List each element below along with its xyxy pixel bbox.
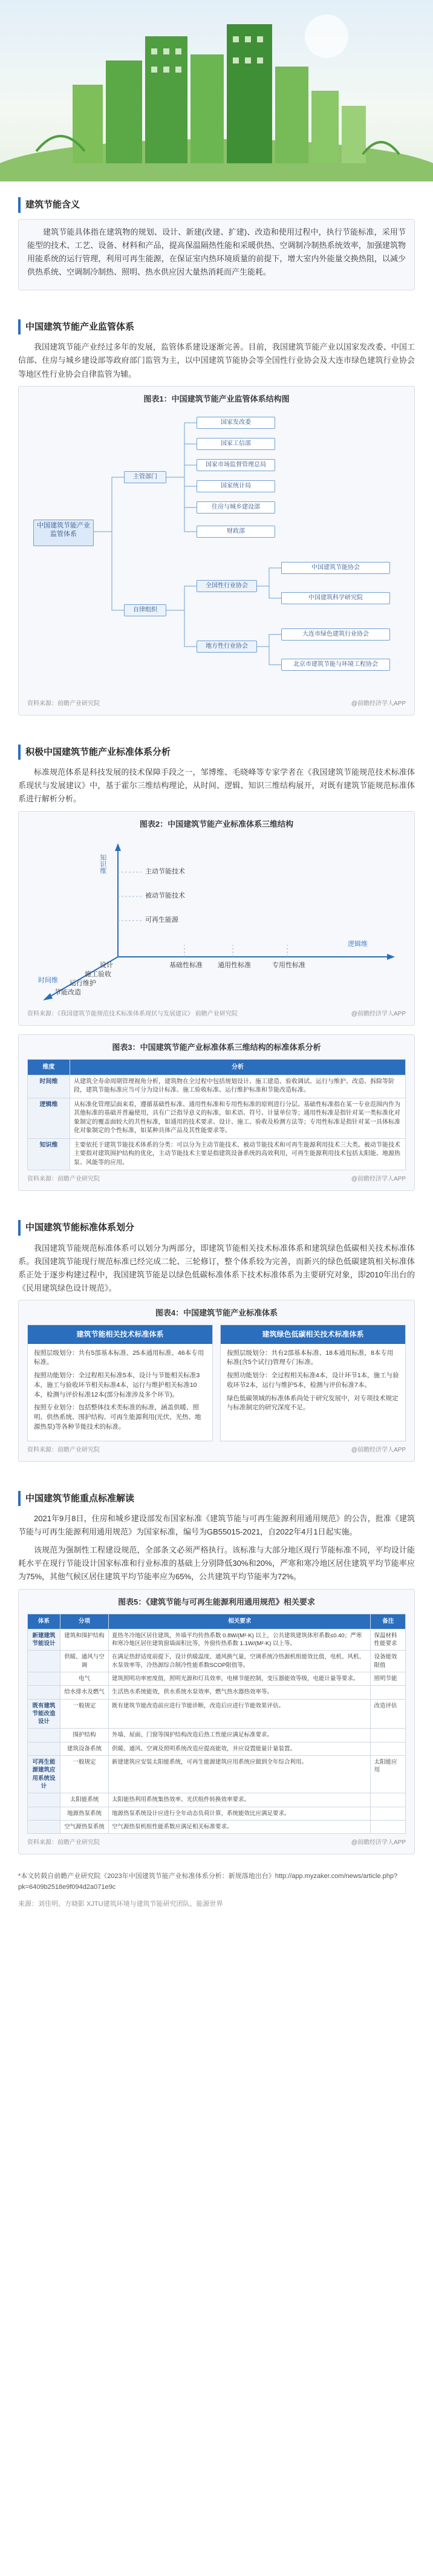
figure-4 [18, 1300, 415, 1461]
tree-root: 中国建筑节能产业监管体系 [33, 520, 94, 546]
figure-source: 资料来源：《我国建筑节能规范技术标准体系现状与发展建议》 前瞻产业研究院 [27, 1010, 238, 1017]
column-header: 建筑绿色低碳相关技术标准体系 [221, 1325, 405, 1343]
requirements-table [27, 1614, 406, 1834]
figure-1 [18, 386, 415, 716]
row-subitem: 一般规定 [60, 1699, 109, 1729]
figure-brand: @前瞻经济学人APP [351, 700, 406, 707]
list-item: 按照层级划分：共有5部基本标准、25本通用标准、46本专用标准。 [34, 1349, 204, 1366]
row-requirement: 供暖、通风、空调及照明系统改造应提高能效，并应设置能量计量装置。 [109, 1742, 371, 1755]
row-note [371, 1729, 406, 1742]
section-title: 建筑节能含义 [18, 197, 415, 213]
section-system-division [0, 1204, 433, 1475]
tree-national-item: 中国建筑节能协会 [281, 562, 390, 574]
row-note: 改造评估 [371, 1699, 406, 1729]
row-analysis: 从建筑全寿命周期管理视角分析，建筑物在全过程中包括规划设计、施工建造、验收调试、运行与维护、改造、拆除等阶段，建筑节能标准应当可分为设计标准、施工验收标准、运行维护标准和节能改造标准。 [70, 1075, 406, 1098]
reprint-note: *本文转载自前瞻产业研究院《2023年中国建筑节能产业标准体系分析：新规落地出台》http://app.myzaker.com/news/article.php?pk=6409b2518e9f094d2a071e9c [18, 1873, 398, 1891]
row-subitem: 供暖、通风与空调 [60, 1651, 109, 1672]
list-item: 绿色低碳领域的标准体系尚处于研究发展中，对专项技术规定与标准制定的研究深度不足。 [227, 1394, 399, 1412]
row-subitem: 太阳能系统 [60, 1793, 109, 1807]
row-system: 既有建筑节能改造设计 [28, 1699, 60, 1729]
tree-local-item: 大连市绿色建筑行业协会 [281, 628, 390, 641]
table-row [28, 1729, 406, 1742]
knowledge-item: 被动节能技术 [145, 892, 185, 899]
table-row [28, 1686, 406, 1699]
knowledge-item: 主动节能技术 [145, 867, 185, 875]
green-buildings-illustration [0, 0, 433, 181]
tree-gov-item: 国家发改委 [197, 417, 275, 429]
figure-source: 资料来源：前瞻产业研究院 [27, 700, 100, 707]
row-note: 保温材料性能要求 [371, 1629, 406, 1651]
row-requirement: 建筑照明功率密度值，照明光源和灯具效率，电梯节能控制，变压器能效等级，电能计量等要求。 [109, 1672, 371, 1685]
figure-footer [27, 699, 406, 709]
header-system: 体系 [28, 1614, 60, 1629]
header-requirement: 相关要求 [109, 1614, 371, 1629]
row-system [28, 1793, 60, 1807]
table-row [28, 1699, 406, 1729]
header-subitem: 分项 [60, 1614, 109, 1629]
tree-local-assoc: 地方性行业协会 [197, 641, 257, 653]
list-item: 按照功能划分：全过程相关标准5本，设计与节能相关标准3本，施工与验收环节相关标准4本，运行与维护相关标准10本，检测与评价标准12本(部分标准涉及多个环节)。 [34, 1372, 200, 1398]
table-row [28, 1756, 406, 1793]
row-system [28, 1807, 60, 1820]
definition-paragraph: 建筑节能具体指在建筑物的规划、设计、新建(改建、扩建)、改造和使用过程中，执行节能标准，采用节能型的技术、工艺、设备、材料和产品，提高保温隔热性能和采暖供热、空调制冷制热系统效率，加强建筑物用能系统的运行管理，利用可再生能源，在保证室内热环境质量的前提下，增大室内外能量交换热阻，以减少供热系统、空调制冷制热、照明、热水供应因大量热消耗而产生能耗。 [27, 227, 406, 276]
row-requirement: 太阳能热利用系统集热效率、光伏组件转换效率要求。 [109, 1793, 371, 1807]
figure-title: 图表5：《建筑节能与可再生能源利用通用规范》相关要求 [118, 1597, 315, 1606]
row-analysis: 主要依托于建筑节能技术体系的分类：可以分为主动节能技术、被动节能技术和可再生能源利用技术三大类。被动节能技术主要指对建筑围护结构的优化，主动节能技术主要是指建筑设备系统的高效利用，可再生能源利用技术包括太阳能、地源热泵、风能等的应用。 [70, 1138, 406, 1170]
article-source: 来源：刘佳明、方晓影 XJTU建筑环境与建筑节能研究团队、能源世界 [18, 1900, 223, 1908]
row-system [28, 1729, 60, 1742]
row-analysis: 从标准化管理层面来看，遵循基础性标准、通用性标准和专用性标准的原则进行分层。基础性标准指在某一专业范围内作为其他标准的基础并普遍使用，具有广泛指导意义的标准，如术语、符号、计量单位等；通用性标准是指针对某一类标准化对象制定的覆盖面较大的共性标准，如通用的技术要求、设计、施工、验收及检测方法等；专用性标准是指针对某一具体标准化对象制定的个性标准，如某种具体产品及其性能要求等。 [70, 1098, 406, 1138]
section-key-standard [0, 1475, 433, 1868]
tree-national-item: 中国建筑科学研究院 [281, 592, 390, 604]
row-subitem: 地源热泵系统 [60, 1807, 109, 1820]
row-dimension: 时间维 [28, 1075, 70, 1098]
row-subitem: 建筑和围护结构 [60, 1629, 109, 1651]
row-system [28, 1742, 60, 1755]
division-paragraph: 我国建筑节能规范标准体系可以划分为两部分，即建筑节能相关技术标准体系和建筑绿色低碳相关技术标准体系。我国建筑节能现行规范标准已经完成二轮、三轮修订，整个体系较为完善，而新兴的绿色低碳建筑相关标准体系正处于逐步构建过程中，我国建筑节能是以绿色低碳标准体系下技术标准体系为主要研究对象，即2010年出台的《民用建筑绿色设计规范》。 [18, 1243, 415, 1293]
row-system [28, 1651, 60, 1672]
figure-title: 图表1：中国建筑节能产业监管体系结构图 [143, 394, 290, 403]
figure-title: 图表2：中国建筑节能产业标准体系三维结构 [139, 819, 294, 829]
section-title: 中国建筑节能标准体系划分 [18, 1220, 415, 1236]
table-row [28, 1098, 406, 1138]
table-row [28, 1651, 406, 1672]
figure-source: 资料来源：前瞻产业研究院 [27, 1839, 100, 1847]
row-subitem: 空气源热泵系统 [60, 1820, 109, 1833]
logic-axis-label: 逻辑维 [348, 940, 368, 948]
tree-gov-item: 国家工信部 [197, 438, 275, 450]
tree-gov-item: 住房与城乡建设部 [197, 501, 275, 514]
row-note [371, 1742, 406, 1755]
knowledge-item: 可再生能源 [145, 916, 178, 924]
requirements-body [28, 1629, 406, 1833]
figure-title: 图表3：中国建筑节能产业标准体系三维结构的标准体系分析 [112, 1042, 321, 1052]
table-row [28, 1138, 406, 1170]
figure-source: 资料来源：前瞻产业研究院 [27, 1176, 100, 1183]
row-requirement: 既有建筑节能改造前应进行节能诊断，改造后应进行节能效果评估。 [109, 1699, 371, 1729]
row-note [371, 1820, 406, 1833]
figure-footer [27, 1009, 406, 1019]
tree-national-assoc: 全国性行业协会 [197, 580, 257, 592]
table-row [28, 1820, 406, 1833]
regulation-paragraph: 我国建筑节能产业经过多年的发展，监管体系建设逐渐完善。目前，我国建筑节能产业以国家发改委、中国工信部、住房与城乡建设部等政府部门监管为主，以中国建筑节能协会等全国性行业协会及大连市绿色建筑行业协会等地区性行业协会自律监管为辅。 [18, 342, 415, 379]
figure-brand: @前瞻经济学人APP [351, 1176, 406, 1183]
knowledge-axis-label: 知识维 [99, 853, 106, 874]
list-item: 按照功能划分：全过程相关标准4本，设计环节1本，施工与验收环节2本，运行与维护5本，检测与评价标准7本。 [227, 1372, 399, 1389]
section-standards [0, 729, 433, 1204]
header-note: 备注 [371, 1614, 406, 1629]
figure-2 [18, 811, 415, 1026]
two-column-comparison [27, 1325, 406, 1441]
figure-brand: @前瞻经济学人APP [351, 1839, 406, 1847]
tree-gov-item: 财政部 [197, 526, 275, 538]
three-dimension-diagram [27, 836, 406, 1005]
section-definition [0, 181, 433, 304]
figure-brand: @前瞻经济学人APP [351, 1446, 406, 1453]
row-note: 设备能效限值 [371, 1651, 406, 1672]
row-system [28, 1820, 60, 1833]
section-title: 中国建筑节能产业监管体系 [18, 319, 415, 335]
row-subitem: 一般规定 [60, 1756, 109, 1793]
key-standard-paragraph-1: 2021年9月8日，住房和城乡建设部发布国家标准《建筑节能与可再生能源利用通用规范》的公告，批准《建筑节能与可再生能源利用通用规范》为国家标准，编号为GB55015-2021，自2022年4月1日起实施。 [18, 1514, 415, 1537]
time-item: 施工验收 [85, 970, 111, 978]
table-row [28, 1742, 406, 1755]
row-subitem: 给水排水及燃气 [60, 1686, 109, 1699]
hero-banner [0, 0, 433, 181]
section-regulation [0, 304, 433, 729]
tree-gov-item: 国家统计局 [197, 480, 275, 492]
figure-source: 资料来源：前瞻产业研究院 [27, 1446, 100, 1453]
row-note [371, 1793, 406, 1807]
table-row [28, 1672, 406, 1685]
regulation-tree [27, 411, 406, 695]
logic-item: 基础性标准 [169, 961, 203, 969]
time-item: 运行维护 [70, 979, 96, 987]
row-system [28, 1672, 60, 1685]
row-subitem: 电气 [60, 1672, 109, 1685]
standards-paragraph: 标准规范体系是科技发展的技术保障手段之一，邹博维、毛晓峰等专家学者在《我国建筑节能规范技术标准体系现状与发展建议》中，基于霍尔三维结构理论，从时间、逻辑、知识三维结构展开，对既有建筑节能规范标准体系进行解析分析。 [18, 768, 415, 804]
key-standard-paragraph-2: 该规范为强制性工程建设规范，全部条文必须严格执行。该标准与大部分地区现行节能标准不同，平均设计能耗水平在现行节能设计国家标准和行业标准的基础上分别降低30%和20%，严寒和寒冷地区居住建筑平均节能率应为75%，其他气候区居住建筑平均节能率应为65%，公共建筑平均节能率为72%。 [18, 1545, 415, 1582]
figure-footer [27, 1837, 406, 1848]
row-requirement: 新建建筑应安装太阳能系统，可再生能源建筑应用系统应做到全年综合利用。 [109, 1756, 371, 1793]
time-item: 设计 [100, 961, 113, 969]
analysis-table [27, 1059, 406, 1171]
header-dimension: 维度 [28, 1059, 70, 1075]
row-note: 太阳能应用 [371, 1756, 406, 1793]
figure-footer [27, 1174, 406, 1184]
column-header: 建筑节能相关技术标准体系 [28, 1325, 212, 1343]
row-system: 新建建筑节能设计 [28, 1629, 60, 1651]
row-dimension: 知识维 [28, 1138, 70, 1170]
figure-title: 图表4：中国建筑节能产业标准体系 [155, 1308, 278, 1318]
list-item: 按照专业划分：包括整体技术类标准的标准，涵盖供暖、照明、供热系统、围护结构、可再生能源利用(光伏、光热、地源热泵)等各种节能技术的标准。 [34, 1404, 201, 1430]
section-title: 积极中国建筑节能产业标准体系分析 [18, 745, 415, 760]
list-item: 按照层级划分：共有2部基本标准、18本通用标准，8本专用标准(含5个试行)管理专门标准。 [227, 1349, 394, 1366]
header-analysis: 分析 [70, 1059, 406, 1075]
low-carbon-column [220, 1325, 406, 1441]
figure-5 [18, 1589, 415, 1855]
row-dimension: 逻辑维 [28, 1098, 70, 1138]
table-row [28, 1629, 406, 1651]
row-system [28, 1686, 60, 1699]
table-row [28, 1793, 406, 1807]
time-axis-label: 时间维 [38, 976, 58, 984]
tree-gov-item: 国家市场监督管理总局 [197, 459, 275, 471]
figure-brand: @前瞻经济学人APP [351, 1010, 406, 1017]
row-system: 可再生能源建筑应用系统设计 [28, 1756, 60, 1793]
row-requirement: 在满足热舒适度前提下，设计供暖温度、通风换气量，空调系统冷热源机组能效比值，电机、风机、水泵效率等，冷热源综合制冷性能系数SCOP限值等。 [109, 1651, 371, 1672]
row-note [371, 1686, 406, 1699]
time-item: 节能改造 [54, 988, 81, 996]
table-row [28, 1807, 406, 1820]
row-note [371, 1807, 406, 1820]
definition-box [18, 219, 415, 290]
row-requirement: 夏热冬冷地区居住建筑，外墙平均传热系数 0.8W/(M²·K) 以上，公共建筑建筑体形系数≤0.40；严寒和寒冷地区居住建筑窗墙面积比等，外窗传热系数 1.1W/(M²·K) 以上等。 [109, 1629, 371, 1651]
row-subitem: 建筑设备系统 [60, 1742, 109, 1755]
tree-branch-self: 自律组织 [124, 604, 166, 616]
table-row [28, 1075, 406, 1098]
logic-item: 专用性标准 [272, 961, 305, 969]
row-note: 照明节能 [371, 1672, 406, 1685]
row-requirement: 地源热泵系统设计应进行全年动态负荷计算，系统能效比应满足要求。 [109, 1807, 371, 1820]
section-title: 中国建筑节能重点标准解读 [18, 1491, 415, 1507]
tree-branch-gov: 主管部门 [124, 471, 166, 483]
row-requirement: 生活热水系统能效，供水系统水泵效率，燃气热水器热效率等。 [109, 1686, 371, 1699]
row-requirement: 空气源热泵机组性能系数应满足相关标准要求。 [109, 1820, 371, 1833]
row-requirement: 外墙、屋面、门窗等围护结构改造后热工性能应满足标准要求。 [109, 1729, 371, 1742]
logic-item: 通用性标准 [218, 961, 251, 969]
figure-footer [27, 1445, 406, 1455]
figure-3 [18, 1034, 415, 1192]
tree-local-item: 北京市建筑节能与环境工程协会 [281, 659, 390, 671]
row-subitem: 围护结构 [60, 1729, 109, 1742]
energy-saving-column [27, 1325, 213, 1441]
